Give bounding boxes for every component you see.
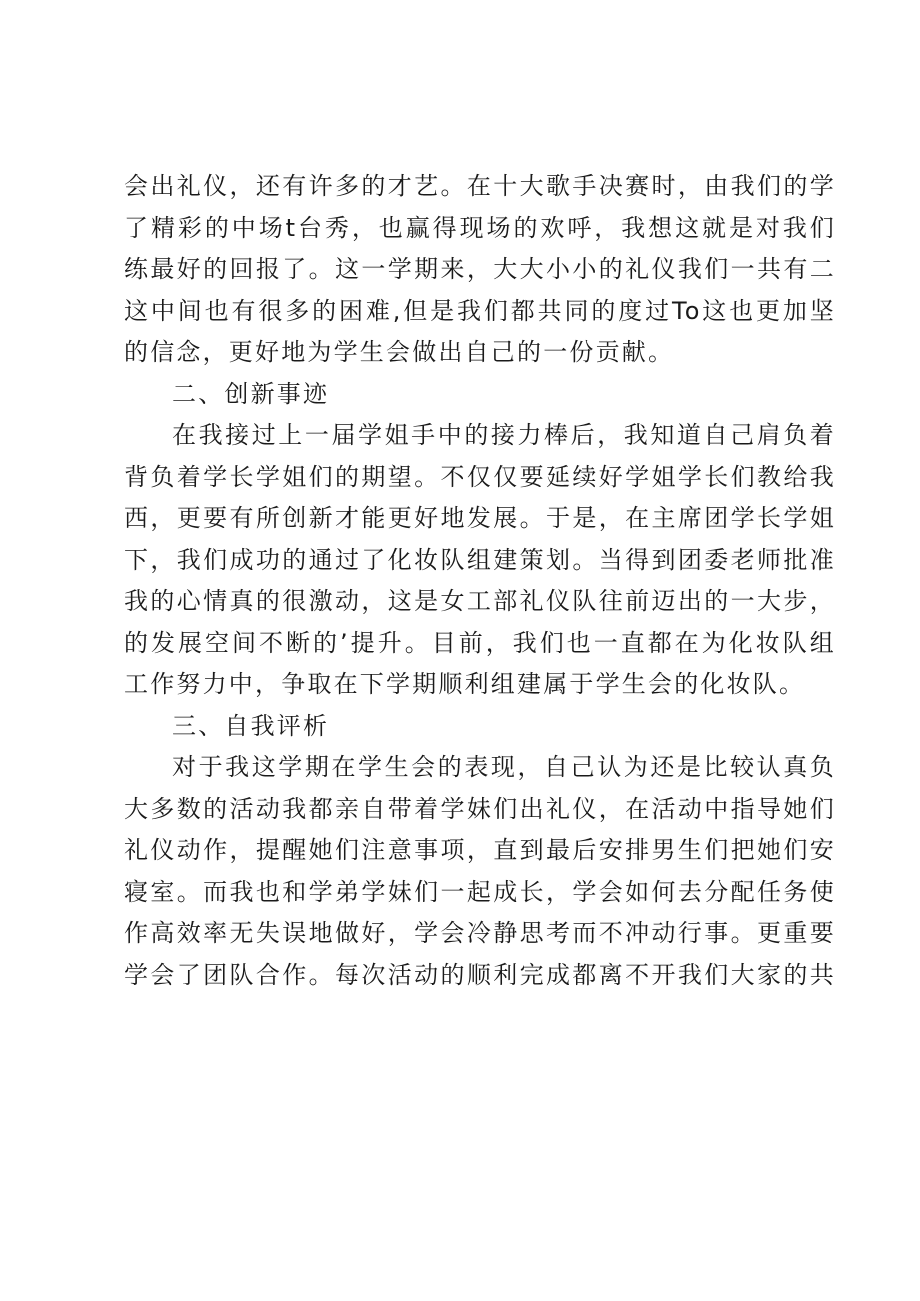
text-line: 了精彩的中场t台秀，也赢得现场的欢呼，我想这就是对我们 — [124, 213, 836, 242]
text-line: 的信念，更好地为学生会做出自己的一份贡献。 — [124, 338, 675, 366]
text-line: 礼仪动作，提醒她们注意事项，直到最后安排男生们把她们安 — [124, 836, 836, 864]
text-line: 作高效率无失误地做好，学会冷静思考而不冲动行事。更重要 — [124, 919, 836, 947]
section-heading: 三、自我评析 — [172, 711, 330, 740]
text-line: 这中间也有很多的困难,但是我们都共同的度过To这也更加坚 — [124, 296, 836, 325]
text-line: 在我接过上一届学姐手中的接力棒后，我知道自己肩负着 — [172, 421, 836, 449]
text-line: 我的心情真的很激动，这是女工部礼仪队往前迈出的一大步， — [124, 587, 836, 615]
text-line: 练最好的回报了。这一学期来，大大小小的礼仪我们一共有二 — [124, 255, 836, 283]
text-line: 工作努力中，争取在下学期顺利组建属于学生会的化妆队。 — [124, 670, 806, 698]
text-line: 下，我们成功的通过了化妆队组建策划。当得到团委老师批准 — [124, 545, 836, 574]
document-body — [124, 166, 836, 996]
text-line: 寝室。而我也和学弟学妹们一起成长，学会如何去分配任务使 — [124, 877, 836, 906]
text-line: 背负着学长学姐们的期望。不仅仅要延续好学姐学长们教给我 — [124, 462, 836, 491]
text-line: 对于我这学期在学生会的表现，自己认为还是比较认真负 — [172, 753, 836, 781]
section-heading: 二、创新事迹 — [172, 379, 330, 408]
text-line: 西，更要有所创新才能更好地发展。于是，在主席团学长学姐 — [124, 504, 836, 532]
text-line: 学会了团队合作。每次活动的顺利完成都离不开我们大家的共 — [124, 960, 836, 989]
text-line: 会出礼仪，还有许多的才艺。在十大歌手决赛时，由我们的学 — [124, 172, 836, 200]
text-line: 大多数的活动我都亲自带着学妹们出礼仪，在活动中指导她们 — [124, 794, 836, 823]
text-line: 的发展空间不断的’提升。目前，我们也一直都在为化妆队组 — [124, 628, 836, 657]
